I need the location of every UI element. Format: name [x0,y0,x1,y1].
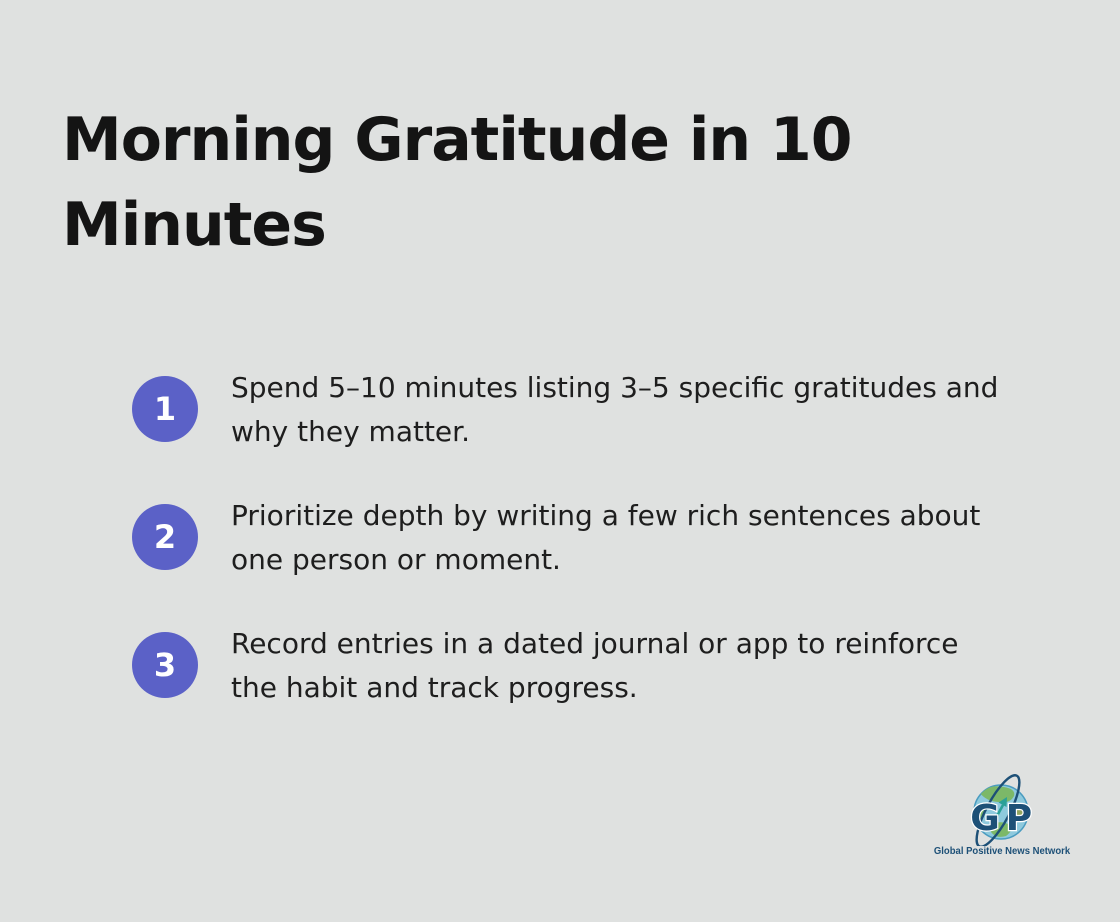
logo-letter-g: G [970,798,1000,839]
step-number-2: 2 [153,518,177,556]
step-text-3 [231,622,958,710]
step-number-1: 1 [153,390,177,428]
gpnn-logo [922,768,1082,857]
step-text-2 [231,494,980,582]
globe-orbit-up-arrow-icon [922,768,1082,846]
step-1-line-1: Spend 5–10 minutes listing 3–5 specific gratitudes and [231,371,999,404]
step-3-line-1: Record entries in a dated journal or app to reinforce [231,627,959,660]
step-3-line-2: the habit and track progress. [231,671,638,704]
logo-letter-p: P [1005,798,1033,839]
page-title [62,98,1002,268]
step-number-badge-1 [132,376,198,442]
step-2-line-2: one person or moment. [231,543,561,576]
step-number-3: 3 [153,646,177,684]
step-1-line-2: why they matter. [231,415,470,448]
step-item-2 [132,494,1062,582]
step-2-line-1: Prioritize depth by writing a few rich sentences about [231,499,981,532]
step-number-badge-3 [132,632,198,698]
steps-list [132,366,1062,750]
step-text-1 [231,366,998,454]
page-title-line-2: Minutes [62,190,326,260]
step-number-badge-2 [132,504,198,570]
step-item-1 [132,366,1062,454]
logo-caption: Global Positive News Network [933,846,1071,857]
page-title-line-1: Morning Gratitude in 10 [62,105,852,175]
step-item-3 [132,622,1062,710]
